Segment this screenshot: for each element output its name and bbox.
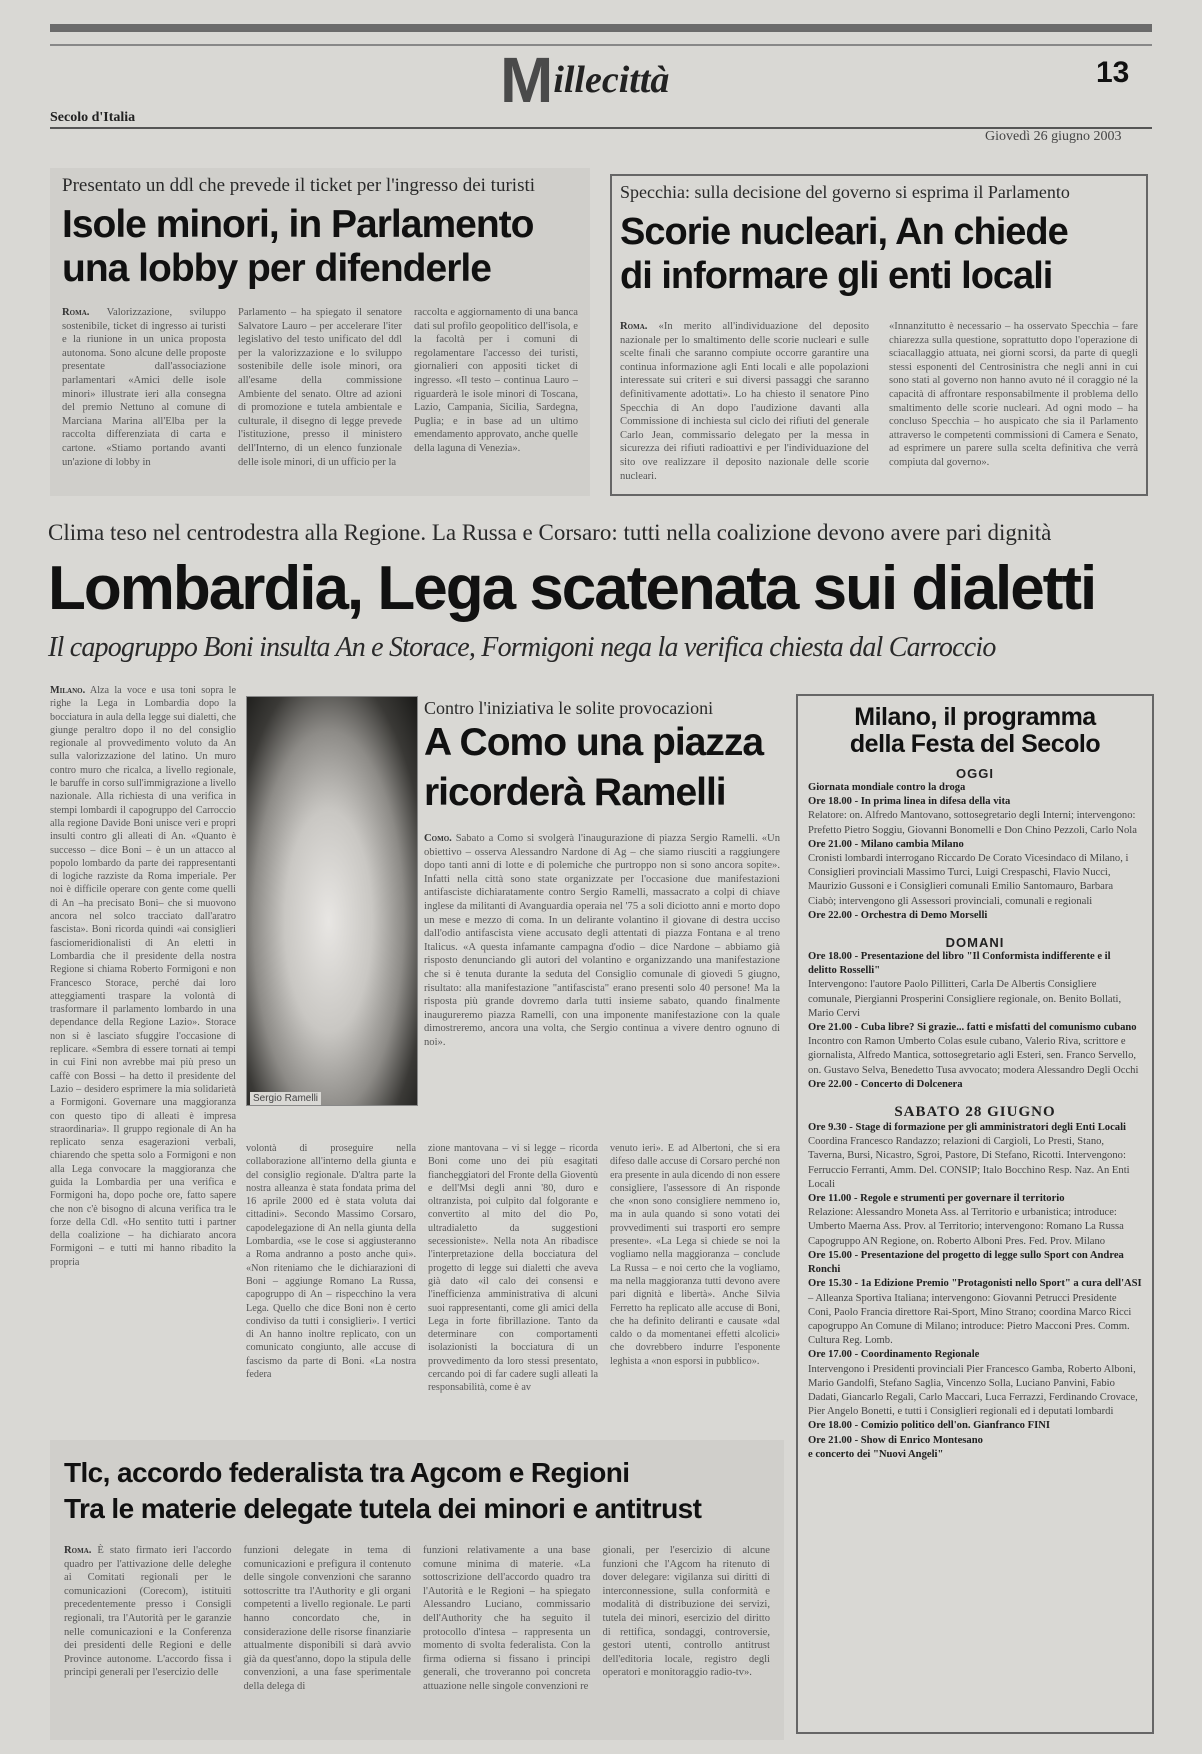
isole-kicker: Presentato un ddl che prevede il ticket per l'ingresso dei turisti bbox=[62, 175, 536, 196]
oggi-list bbox=[808, 781, 1142, 923]
tlc-headline-line2: Tra le materie delegate tutela dei minori e antitrust bbox=[64, 1493, 702, 1524]
tlc-headline-line1: Tlc, accordo federalista tra Agcom e Regioni bbox=[64, 1457, 630, 1488]
isole-headline-line2: una lobby per difenderle bbox=[62, 247, 491, 290]
scorie-kicker: Specchia: sulla decisione del governo si esprima il Parlamento bbox=[620, 182, 1070, 202]
ramelli-photo-caption: Sergio Ramelli bbox=[250, 1092, 321, 1105]
como-kicker: Contro l'iniziativa le solite provocazioni bbox=[424, 698, 714, 718]
scorie-body bbox=[620, 320, 1138, 490]
como-headline-line2: ricorderà Ramelli bbox=[424, 771, 726, 814]
oggi-label: OGGI bbox=[956, 766, 994, 781]
masthead-top-thin-rule bbox=[50, 44, 1152, 46]
top-rule bbox=[50, 24, 1152, 32]
como-place: Como. bbox=[424, 833, 452, 844]
isole-col-3: raccolta e aggiornamento di una banca dati sul profilo geopolitico dell'isola, e la facoltà per i comuni di regolamentare l'accesso dei turisti, giornalieri con appositi ticket di ingresso. «Il testo – continua Lauro – riguarderà le isole minori di Toscana, Lazio, Campania, Sicilia, Sardegna, Puglia; e in base ad un ultimo emendamento approvato, anche quelle della laguna di Venezia». bbox=[414, 307, 578, 454]
tlc-col1-text: È stato firmato ieri l'accordo quadro per l'attivazione delle deleghe ai Comitati regionali per le comunicazioni (Corecom), istituiti precedentemente presso i Consigli regionali, tra l'Autorità per le garanzie nelle comunicazioni e la Conferenza dei presidenti delle Regioni e delle Province autonome. L'accordo fissa i principi generali per l'esercizio delle bbox=[64, 1545, 232, 1679]
sabato-line: Ore 9.30 - Stage di formazione per gli amministratori degli Enti Locali bbox=[808, 1122, 1126, 1134]
tlc-col-4: gionali, per l'esercizio di alcune funzioni che l'Agcom ha ritenuto di dover delegare: vigilanza sui diritti di interconnessione, sulla conformità e modalità di distribuzione dei servizi, tutela dei minori, esercizio del diritto di rettifica, sondaggi, controversie, gestori utenti, controllo antitrust dell'editoria locale, registro degli operatori e monitoraggio radio-tv». bbox=[602, 1545, 770, 1679]
newspaper-name: Secolo d'Italia bbox=[50, 110, 136, 125]
sabato-line: Ore 17.00 - Coordinamento Regionale bbox=[808, 1349, 980, 1361]
isole-headline-line1: Isole minori, in Parlamento bbox=[62, 203, 534, 246]
lombardia-place: Milano. bbox=[50, 685, 86, 696]
lombardia-col-3: zione mantovana – vi si legge – ricorda Boni come uno dei più esagitati fiancheggiatori del Fronte della Gioventù e dell'Msi degli anni '80, duro e oltranzista, poi culpito dal folgorante e convertito al mito del dio Po, ultradialetto da suggestioni secessioniste». Nella nota An ribadisce l'interpretazione della bocciatura del progetto di legge sui dialetti che aveva già dato «il calo dei consensi e l'inefficienza amministrativa di alcuni suoi rappresentanti, come gli amici della Lega in forte fibrillazione. Tanto da determinare con comportamenti isolazionisti la bocciatura di un provvedimento da loro stessi presentato, cercando poi di far cadere sugli alleati la responsabilità, come è av bbox=[428, 1143, 598, 1394]
domani-line: Ore 21.00 - Cuba libre? Si grazie... fatti e misfatti del comunismo cubano bbox=[808, 1022, 1137, 1034]
section-logo bbox=[500, 44, 670, 116]
section-initial: M bbox=[500, 44, 554, 116]
isole-body bbox=[62, 306, 578, 488]
sabato-line: Ore 11.00 - Regole e strumenti per governare il territorio bbox=[808, 1193, 1065, 1205]
domani-line: Intervengono: l'autore Paolo Pillitteri, Carla De Albertis Consigliere comunale, Piergianni Prosperini Consigliere regionale, on. Benito Bollati, Mario Cervi bbox=[808, 979, 1122, 1019]
issue-date: Giovedì 26 giugno 2003 bbox=[985, 129, 1122, 144]
lombardia-col-4: venuto ieri». E ad Albertoni, che si era difeso dalle accuse di Corsaro perché non era presente in aula dicendo di non essere consigliere, l'assessore di An risponde che «non sono consigliere nemmeno io, ma in aula quando si sono votati dei provvedimenti sui trasporti ero sempre presente». «La Lega si chiede se noi la vogliamo nella maggioranza – conclude La Russa – e noi certo che la vogliamo, ma nella maggioranza tutti devono avere pari dignità e libertà». Anche Silvia Ferretto ha replicato alle accuse di Boni, che ha definito deliranti e causate «dal caldo o da momentanei effetti alcolici» che dovrebbero indurre l'esponente leghista a «non esporsi in pubblico». bbox=[610, 1143, 780, 1367]
ramelli-photo bbox=[246, 696, 418, 1106]
domani-list bbox=[808, 950, 1142, 1092]
lombardia-col-2: volontà di proseguire nella collaborazione all'interno della giunta e del consiglio regionale. D'altra parte la nostra alleanza è stata fondata prima del 16 aprile 2000 ed è stata voluta dai cittadini». Secondo Massimo Corsaro, capodelegazione di An nella giunta della Lombardia, «se le cose si aggiusteranno a Roma andranno a posto anche qui». «Non riteniamo che le dichiarazioni di Boni – aggiunge Romano La Russa, capogruppo di An – rispecchino la vera Lega. Quello che dice Boni non è certo condiviso da tutti i consiglieri». I vertici di An hanno inoltre replicato, con un comunicato congiunto, alle accuse di fascismo da parte di Boni. «La nostra federa bbox=[246, 1143, 416, 1381]
tlc-col-1 bbox=[64, 1544, 232, 1730]
scorie-place: Roma. bbox=[620, 321, 648, 332]
isole-col-1 bbox=[62, 306, 226, 488]
sabato-label: SABATO 28 GIUGNO bbox=[894, 1104, 1056, 1121]
lombardia-col1-text: Alza la voce e usa toni sopra le righe la Lega in Lombardia dopo la bocciatura in aula della legge sui dialetti, che giunge peraltro dopo il no del consiglio regionale al provvedimento voluto da An sulla valorizzazione del latino. Un muro contro muro che ricalca, a livello regionale, le baruffe in corso sull'immigrazione a livello nazionale. Alla richiesta di una verifica in stempi lombardi il capogruppo del Carroccio alla regione Davide Boni unisce veri e propri insulti contro gli alleati di An. «Quanto è successo – dice Boni – è un un attacco al popolo lombardo da parte dei rappresentanti di logiche razziste da Roma imperiale. Per noi è difficile operare con gente come quelli di An –ha precisato Boni– che si muovono ancora nel solco tracciato dall'aratro fascista». Boni ricorda quindi «ai consiglieri fasciomeridionalisti di An eletti in Lombardia che il presidente della nostra Regione si chiama Roberto Formigoni e non Francesco Storace, perché dai loro atteggiamenti traspare la volontà di trasformare il parlamento lombardo in una dependance della Regione Lazio». Storace non si è lasciato sfuggire l'occasione di replicare. «Sembra di essere tornati ai tempi in cui Fini non avrebbe mai più preso un caffè con Bossi – ha detto il presidente del Lazio – desidero esprimere la mia solidarietà a Formigoni. Governare una maggioranza con questo tipo di alleati è impresa straordinaria». Il gruppo regionale di An ha replicato senza esagerazioni verbali, chiarendo che spetta solo a Formigoni e non alla Lega convocare la maggioranza che guida la Lombardia per una verifica e Formigoni ha, dopo poche ore, fatto sapere che non c'è bisogno di alcuna verifica tra le forze della Cdl. «Ho sentito tutti i partner della coalizione – ha dichiarato ancora Formigoni – e tutti mi hanno ribadito la propria bbox=[50, 685, 236, 1268]
isole-col1-text: Valorizzazione, sviluppo sostenibile, ticket di ingresso ai turisti e la riunione in un unica proposta autonoma. Sono alcune delle proposte presentate dall'associazione parlamentari «Amici delle isole minori» illustrate ieri alla consegna del premio Nettuno al comune di Marciana Marina all'Elba per la raccolta differenziata di carta e cartone. «Stiamo portando avanti un'azione di lobby in bbox=[62, 307, 226, 468]
scorie-col1-text: «In merito all'individuazione del deposito nazionale per lo smaltimento delle scorie nucleari e sulle scelte finali che saranno compiute occorre garantire una continua informazione agli Enti locali e alle popolazioni interessate sui criteri e sui diversi passaggi che saranno definitivamente adottati». Lo ha chiesto il senatore Pino Specchia di An dopo l'audizione davanti alla Commissione di inchiesta sul ciclo dei rifiuti del generale Carlo Jean, commissario delegato per la messa in sicurezza dei rifiuti radioattivi e per l'individuazione del sito ove realizzare il deposito nazionale delle scorie nucleari. bbox=[620, 321, 869, 482]
scorie-col-1 bbox=[620, 320, 869, 490]
tlc-article bbox=[50, 1440, 784, 1740]
scorie-article bbox=[610, 174, 1148, 496]
lombardia-col-1 bbox=[50, 684, 236, 1424]
sabato-line: Ore 15.00 - Presentazione del progetto di legge sullo Sport con Andrea Ronchi bbox=[808, 1249, 1124, 1276]
festa-title-line1: Milano, il programma bbox=[854, 703, 1096, 731]
isole-place: Roma. bbox=[62, 307, 90, 318]
sabato-line: Ore 15.30 - 1a Edizione Premio "Protagonisti nello Sport" a cura dell'ASI – Alleanza Sportiva Italiana; intervengono: Giovanni Petrucci Presidente Coni, Paolo Francia direttore Rai-Sport, Mino Strano; coordina Marco Ricci capogruppo An Comune di Milano; introduce: Pietro Macconi Pres. Comm. Cultura Reg. Lomb. bbox=[808, 1278, 1142, 1347]
page-number: 13 bbox=[1096, 56, 1130, 89]
lombardia-kicker: Clima teso nel centrodestra alla Regione. La Russa e Corsaro: tutti nella coalizione devono avere pari dignità bbox=[48, 520, 1052, 545]
sabato-line: Ore 21.00 - Show di Enrico Montesano bbox=[808, 1434, 983, 1446]
oggi-line: Cronisti lombardi interrogano Riccardo De Corato Vicesindaco di Milano, i Consiglieri provinciali Massimo Turci, Luigi Crespaschi, Flavio Nucci, Maurizio Gussoni e i Consiglieri comunali Emilio Santomauro, Barbara Ciabò; intervengono gli Assessori provinciali, comunali e regionali bbox=[808, 853, 1129, 907]
scorie-headline-line1: Scorie nucleari, An chiede bbox=[620, 211, 1068, 253]
festa-title-line2: della Festa del Secolo bbox=[849, 730, 1101, 758]
como-body bbox=[424, 832, 780, 1112]
isole-article bbox=[50, 168, 590, 496]
tlc-col-2: funzioni delegate in tema di comunicazioni e prefigura il contenuto delle singole convenzioni che saranno sottoscritte tra l'Authority e gli organi competenti a livello regionale. Le parti hanno concordato che, in considerazione delle risorse finanziarie attualmente disponibili si darà avvio già da quest'anno, dopo la stipula delle convenzioni, a una fase sperimentale della delega di bbox=[243, 1545, 411, 1692]
oggi-line: Ore 21.00 - Milano cambia Milano bbox=[808, 838, 964, 850]
domani-line: Incontro con Ramon Umberto Colas esule cubano, Valerio Riva, scrittore e giornalista, Alfredo Mantica, sottosegretario agli Esteri, sen. Franco Servello, on. Gustavo Selva, Benedetto Tusa avvocato; modera Alessandro Degli Occhi bbox=[808, 1036, 1139, 1076]
isole-col-2: Parlamento – ha spiegato il senatore Salvatore Lauro – per accelerare l'iter legislativo del testo unificato del ddl per la valorizzazione e lo sviluppo sostenibile delle isole minori, ora all'esame della commissione Ambiente del senato. Oltre ad azioni di promozione e tutela ambientale e culturale, il disegno di legge prevede l'istituzione, presso il ministero dell'Interno, di un elenco funzionale delle isole minori, di un ufficio per la bbox=[238, 307, 402, 468]
como-article bbox=[246, 696, 780, 1126]
sabato-list bbox=[808, 1121, 1142, 1462]
section-name: illecittà bbox=[553, 59, 670, 101]
domani-line: Ore 18.00 - Presentazione del libro "Il Conformista indifferente e il delitto Rosselli" bbox=[808, 951, 1111, 977]
oggi-line: Giornata mondiale contro la droga bbox=[808, 782, 966, 793]
oggi-line: Ore 18.00 - In prima linea in difesa della vita bbox=[808, 796, 1011, 808]
scorie-headline-line2: di informare gli enti locali bbox=[620, 255, 1053, 297]
lombardia-bottom-columns bbox=[246, 1142, 780, 1424]
tlc-body bbox=[64, 1544, 770, 1730]
sabato-line: Ore 18.00 - Comizio politico dell'on. Gianfranco FINI bbox=[808, 1420, 1050, 1432]
lombardia-subheadline: Il capogruppo Boni insulta An e Storace, Formigoni nega la verifica chiesta dal Carroccio bbox=[48, 632, 996, 663]
como-body-text: Sabato a Como si svolgerà l'inaugurazione di piazza Sergio Ramelli. «Un obiettivo – osserva Alessandro Nardone di Ag – che siamo riusciti a raggiungere dopo tanti anni di lotte e di polemiche che purtroppo non si sono ancora sopite». Infatti nella città sono state organizzate per l'occasione due manifestazioni antifasciste dichiaratamente contro Sergio Ramelli, massacrato a colpi di chiave inglese da militanti di Avanguardia operaia nel '75 a soli diciotto anni e morto dopo un mese e mezzo di coma. In un delirante volantino il giovane di destra ucciso dall'odio antifascista viene accusato degli attentati di piazza Fontana e al treno Italicus. «A questa infamante campagna d'odio – dice Nardone – abbiamo già risposto denunciando gli autori del volantino e organizzando una manifestazione che si è tenuta durante la seduta del Consiglio comunale di giovedì 5 giugno, risultato: alla manifestazione "antifascista" erano presenti solo 40 persone! Ma la risposta più grande dovremo darla tutti insieme sabato, quando finalmente inaugureremo piazza Ramelli, con una imponente manifestazione con la quale dimostreremo, ancora una volta, che Sergio continua a vivere dentro ognuno di noi». bbox=[424, 833, 780, 1048]
sabato-line: Coordina Francesco Randazzo; relazioni di Cargioli, Lo Presti, Stano, Taverna, Bursi, Nicastro, Sgroi, Pastore, Di Stefano, Ricotti. Intervengono: Ferruccio Ferranti, Amm. Del. CONSIP; Italo Bocchino Resp. Naz. An Enti Locali bbox=[808, 1136, 1130, 1190]
tlc-col-3: funzioni relativamente a una base comune minima di materie. «La sottoscrizione dell'accordo quadro tra l'Autorità e le Regioni – ha spiegato Alessandro Luciano, commissario dell'Authority che ha seguito il protocollo d'intesa – rappresenta un momento di svolta federalista. Con la firma odierna si fissano i principi generali, che troveranno poi concreta attuazione nelle singole convenzioni re bbox=[423, 1545, 591, 1692]
lombardia-headline: Lombardia, Lega scatenata sui dialetti bbox=[48, 554, 1096, 623]
festa-programme bbox=[796, 694, 1154, 1734]
sabato-line: Relazione: Alessandro Moneta Ass. al Territorio e urbanistica; introduce: Umberto Maerna Ass. Prov. al Territorio; intervengono: Romano La Russa Capogruppo AN Regione, on. Roberto Alboni Pres. Fed. Prov. Milano bbox=[808, 1207, 1124, 1247]
como-headline-line1: A Como una piazza bbox=[424, 721, 764, 764]
domani-label: DOMANI bbox=[945, 935, 1005, 951]
oggi-line: Relatore: on. Alfredo Mantovano, sottosegretario degli Interni; intervengono: Prefetto Pietro Soggiu, Giovanni Bonomelli e Don Chino Pezzoli, Carlo Nola bbox=[808, 810, 1137, 836]
domani-line: Ore 22.00 - Concerto di Dolcenera bbox=[808, 1078, 963, 1090]
scorie-col-2: «Innanzitutto è necessario – ha osservato Specchia – fare chiarezza sulla questione, soprattutto dopo l'operazione di sciacallaggio attuata, nei giorni scorsi, da parte di quegli stessi esponenti del Centrosinistra che negli anni in cui sono stati al governo non hanno avuto né il coraggio né la capacità di affrontare responsabilmente il problema dello smaltimento delle scorie nucleari. Ad ogni modo – ha concluso Specchia – ho auspicato che sia il Parlamento attraverso le competenti commissioni di Camera e Senato, ad esprimere un parere sulla scelta definitiva che verrà compiuta dal governo». bbox=[889, 321, 1138, 468]
tlc-place: Roma. bbox=[64, 1545, 92, 1556]
sabato-line: e concerto dei "Nuovi Angeli" bbox=[808, 1448, 944, 1460]
sabato-line: Intervengono i Presidenti provinciali Pier Francesco Gamba, Roberto Alboni, Mario Gandolfi, Stefano Saglia, Vincenzo Solla, Luciano Panvini, Fabio Dadati, Giancarlo Regali, Carlo Maccari, Luca Ferrazzi, Ferdinando Crovace, Pier Angelo Bonetti, e tutti i Consiglieri regionali ed i deputati lombardi bbox=[808, 1363, 1138, 1418]
oggi-line: Ore 22.00 - Orchestra di Demo Morselli bbox=[808, 909, 988, 921]
